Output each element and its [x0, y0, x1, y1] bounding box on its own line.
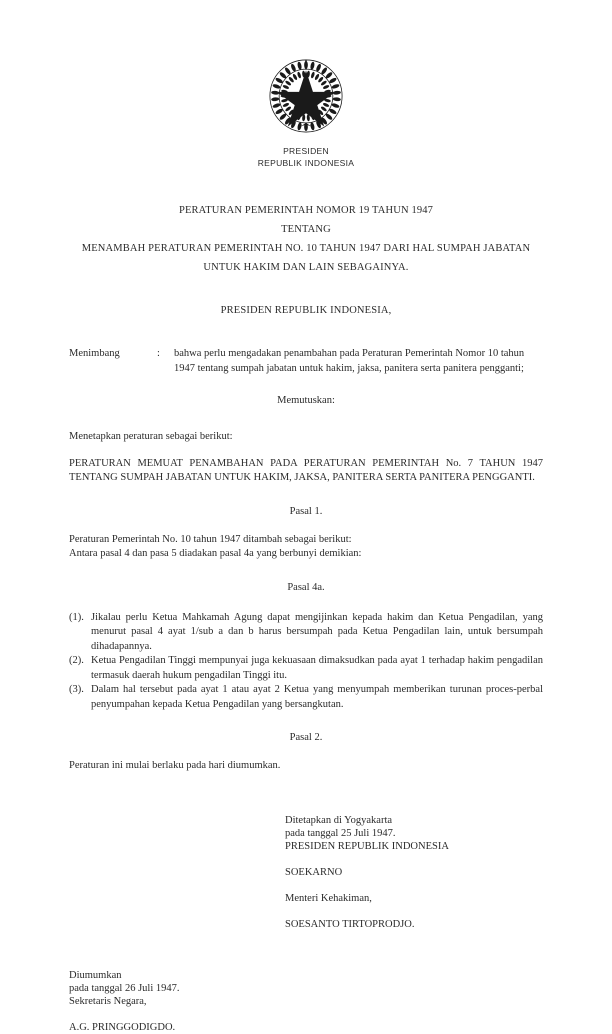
- considering-label: Menimbang: [69, 348, 120, 359]
- document-title-block: [69, 201, 543, 277]
- clause-text: Ketua Pengadilan Tinggi mempunyai juga kekuasaan dimaksudkan pada ayat 1 terhadap hakim pengadilan termasuk daerah hukum pengadilan Tinggi itu.: [91, 655, 543, 681]
- article-1-heading: Pasal 1.: [289, 505, 323, 517]
- spacer: [69, 1008, 543, 1021]
- minister-name: SOESANTO TIRTOPRODJO.: [285, 918, 415, 930]
- issuing-authority: PRESIDEN REPUBLIK INDONESIA,: [220, 305, 392, 316]
- minister-title: Menteri Kehakiman,: [285, 892, 372, 904]
- clause-marker: (3).: [69, 684, 84, 695]
- clause-marker: (2).: [69, 655, 84, 666]
- promulgation-name: A.G. PRINGGODIGDO.: [69, 1021, 176, 1033]
- spacer: [285, 879, 543, 892]
- signature-block: [285, 814, 543, 931]
- emblem-block: [69, 0, 543, 169]
- clause-text: Jikalau perlu Ketua Mahkamah Agung dapat mengijinkan kepada hakim dan Ketua Pengadilan, yang menurut pasal 4 ayat 1/sub a dan b harus bersumpah pada Ketua Pengadilan lain, untuk bersumpah dihadapannya.: [91, 611, 543, 652]
- emblem-caption-line1: PRESIDEN: [283, 146, 329, 156]
- considering-colon: :: [157, 348, 160, 359]
- list-item: [69, 654, 543, 683]
- spacer: [285, 905, 543, 918]
- signature-office: PRESIDEN REPUBLIK INDONESIA: [285, 840, 449, 852]
- emblem-caption: [69, 146, 543, 169]
- promulgation-office: Sekretaris Negara,: [69, 995, 147, 1007]
- title-tentang: TENTANG: [281, 224, 331, 235]
- article-4a-clause-list: [69, 611, 543, 713]
- promulgation-date: pada tanggal 26 Juli 1947.: [69, 982, 180, 994]
- president-name: SOEKARNO: [285, 866, 343, 878]
- list-item: [69, 683, 543, 712]
- emblem-caption-line2: REPUBLIK INDONESIA: [257, 157, 355, 168]
- deciding-heading: Memutuskan:: [277, 395, 335, 406]
- signature-date: pada tanggal 25 Juli 1947.: [285, 827, 396, 839]
- article-1-line-2: Antara pasal 4 dan pasa 5 diadakan pasal 4a yang berbunyi demikian:: [69, 548, 362, 559]
- considering-section: [69, 347, 543, 376]
- title-subject: MENAMBAH PERATURAN PEMERINTAH NO. 10 TAHUN 1947 DARI HAL SUMPAH JABATAN UNTUK HAKIM DAN LAIN SEBAGAINYA.: [81, 243, 531, 273]
- article-4a-heading: Pasal 4a.: [287, 581, 325, 593]
- signature-place: Ditetapkan di Yogyakarta: [285, 814, 393, 826]
- article-2-text: Peraturan ini mulai berlaku pada hari diumumkan.: [69, 760, 281, 771]
- title-regulation-number: PERATURAN PEMERINTAH NOMOR 19 TAHUN 1947: [178, 205, 434, 216]
- article-2-heading: Pasal 2.: [289, 732, 323, 743]
- considering-text: bahwa perlu mengadakan penambahan pada Peraturan Pemerintah Nomor 10 tahun 1947 tentang sumpah jabatan untuk hakim, jaksa, panitera serta panitera pengganti;: [174, 348, 525, 374]
- clause-text: Dalam hal tersebut pada ayat 1 atau ayat 2 Ketua yang menyumpah memberikan turunan proces-perbal penyumpahan kepada Ketua Pengadilan yang bersangkutan.: [91, 684, 543, 710]
- promulgation-block: [69, 969, 543, 1034]
- clause-marker: (1).: [69, 611, 84, 623]
- article-1-line-1: Peraturan Pemerintah No. 10 tahun 1947 ditambah sebagai berikut:: [69, 533, 352, 545]
- document-content: [69, 0, 543, 1034]
- decree-title: PERATURAN MEMUAT PENAMBAHAN PADA PERATURAN PEMERINTAH No. 7 TAHUN 1947 TENTANG SUMPAH JABATAN UNTUK HAKIM, JAKSA, PANITERA SERTA PANITERA PENGGANTI.: [69, 457, 543, 483]
- spacer: [285, 853, 543, 866]
- establishing-intro: Menetapkan peraturan sebagai berikut:: [69, 431, 233, 442]
- indonesia-presidential-seal-icon: [262, 52, 350, 140]
- list-item: [69, 611, 543, 655]
- promulgation-label: Diumumkan: [69, 969, 122, 981]
